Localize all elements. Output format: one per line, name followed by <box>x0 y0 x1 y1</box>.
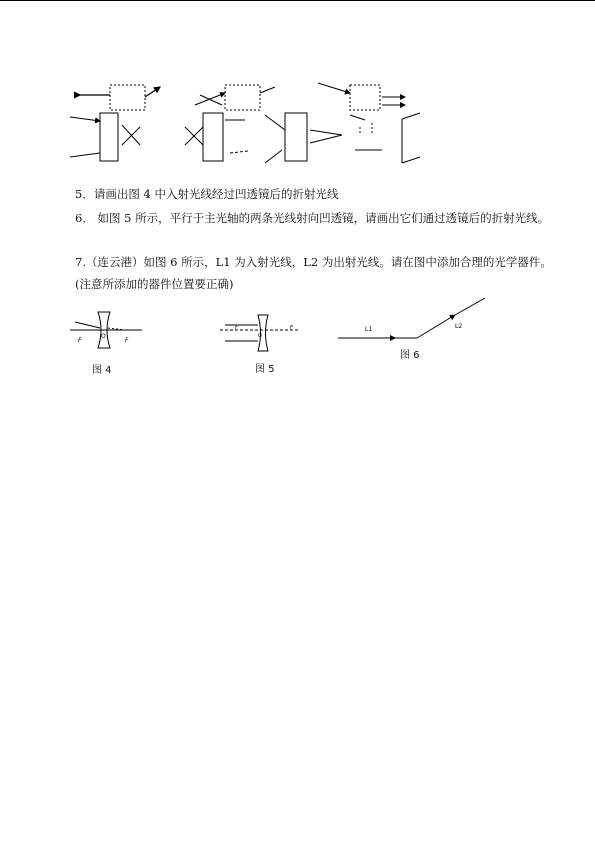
figure-4-caption: 图 4 <box>92 365 112 376</box>
dashed-box <box>110 85 145 110</box>
question-7: 7.（连云港）如图 6 所示，L1 为入射光线，L2 为出射光线。请在图中添加合理的光学器件。(注意所添加的器件位置要正确) <box>75 255 552 291</box>
figure-6-light-rays <box>335 295 490 345</box>
fig4-f-left: F <box>78 337 82 344</box>
page-top-rule <box>0 0 595 1</box>
figure-5-concave-lens <box>220 313 305 358</box>
fig6-l1: L1 <box>365 326 373 333</box>
fig5-f-right: F <box>290 325 293 331</box>
fig5-o: O <box>258 333 262 339</box>
fig4-f-right: F <box>125 337 129 344</box>
question-6: 6． 如图 5 所示，平行于主光轴的两条光线射向凹透镜，请画出它们通过透镜后的折射光线。 <box>75 211 550 225</box>
fig4-o: O <box>101 333 106 340</box>
figure-6-caption: 图 6 <box>400 350 420 361</box>
question-5: 5．请画出图 4 中入射光线经过凹透镜后的折射光线 <box>75 187 339 201</box>
black-box-diagrams <box>60 75 430 170</box>
fig6-l2: L2 <box>455 323 463 330</box>
fig5-f-left: F <box>235 325 238 331</box>
figure-5-caption: 图 5 <box>255 364 275 375</box>
figure-4-concave-lens <box>70 310 145 360</box>
